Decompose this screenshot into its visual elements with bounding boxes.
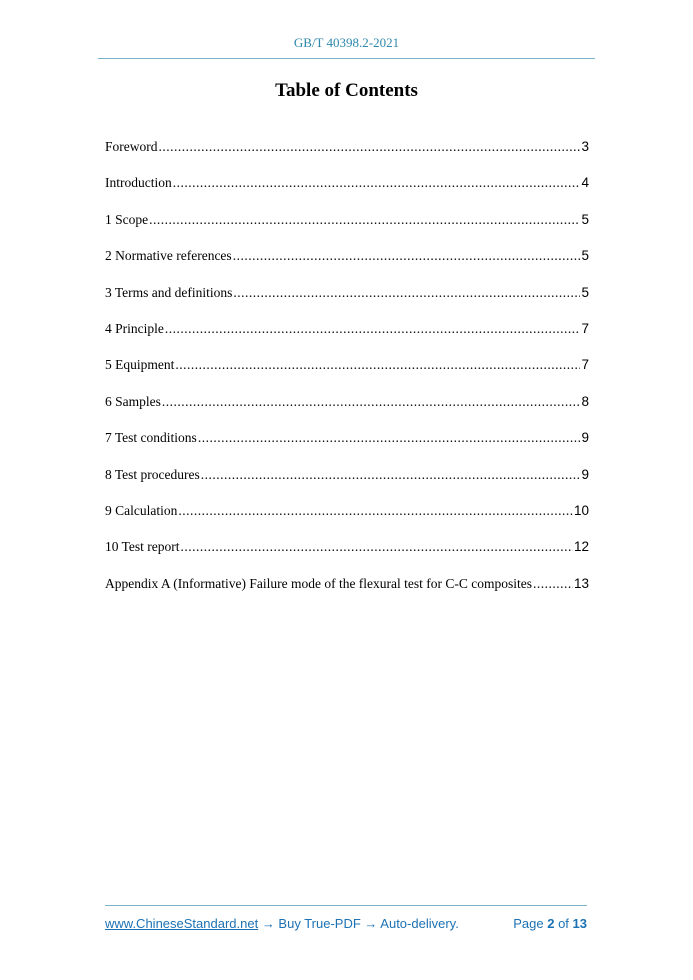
toc-entry[interactable] [105,212,589,248]
toc-entry-page: 9 [581,466,589,482]
page-current: 2 [547,916,555,931]
toc-entry[interactable] [105,285,589,321]
toc-entry[interactable] [105,430,589,466]
toc-leader-dots [178,503,573,519]
toc-entry-page: 9 [581,430,589,446]
footer-tagline: → Buy True-PDF → Auto-delivery. [258,916,459,931]
toc-entry-page: 5 [581,248,589,264]
toc-leader-dots [198,430,581,446]
toc-entry[interactable] [105,576,589,612]
toc-list [105,139,589,612]
toc-entry-page: 12 [573,539,589,555]
toc-entry-page: 10 [573,502,589,518]
toc-leader-dots [173,175,581,191]
toc-leader-dots [233,285,580,301]
footer-divider [105,905,587,906]
toc-entry-page: 8 [581,393,589,409]
header-doc-number: GB/T 40398.2-2021 [293,35,400,50]
toc-leader-dots [162,394,581,410]
footer [105,916,587,931]
toc-entry-label: Appendix A (Informative) Failure mode of the flexural test for C-C composites [105,575,533,591]
website-link[interactable]: www.ChineseStandard.net [105,916,259,931]
toc-entry-label: 9 Calculation [105,502,178,518]
toc-leader-dots [233,248,581,264]
toc-entry[interactable] [105,503,589,539]
page-total: 13 [572,916,587,931]
page-prefix: Page [513,916,544,931]
toc-entry-label: Introduction [105,175,172,191]
toc-entry-page: 7 [581,320,589,336]
toc-entry-label: 6 Samples [105,393,161,409]
toc-entry-label: 7 Test conditions [105,430,197,446]
toc-entry-label: 1 Scope [105,211,149,227]
toc-entry-page: 4 [581,175,589,191]
toc-entry[interactable] [105,357,589,393]
toc-entry[interactable] [105,248,589,284]
toc-leader-dots [165,321,581,337]
toc-entry-label: 2 Normative references [105,248,232,264]
toc-entry-label: 4 Principle [105,320,164,336]
toc-entry-page: 5 [581,284,589,300]
header-divider [98,58,595,59]
toc-entry-label: 8 Test procedures [105,466,200,482]
toc-entry[interactable] [105,139,589,175]
toc-leader-dots [201,467,581,483]
toc-entry-page: 3 [581,139,589,154]
toc-entry-label: Foreword [105,139,158,154]
toc-entry-page: 5 [581,211,589,227]
footer-left [105,916,459,931]
toc-leader-dots [181,539,573,555]
toc-leader-dots [149,212,580,228]
toc-leader-dots [175,357,580,373]
page-of: of [558,916,569,931]
toc-entry-label: 3 Terms and definitions [105,284,233,300]
toc-entry-page: 13 [573,575,589,591]
toc-entry[interactable] [105,394,589,430]
toc-entry[interactable] [105,175,589,211]
toc-title: Table of Contents [275,80,418,101]
toc-entry[interactable] [105,467,589,503]
toc-entry[interactable] [105,321,589,357]
toc-entry-page: 7 [581,357,589,373]
toc-entry-label: 10 Test report [105,539,180,555]
toc-entry[interactable] [105,539,589,575]
toc-leader-dots [533,576,573,592]
page-indicator [513,916,587,931]
toc-leader-dots [159,139,581,155]
toc-entry-label: 5 Equipment [105,357,175,373]
